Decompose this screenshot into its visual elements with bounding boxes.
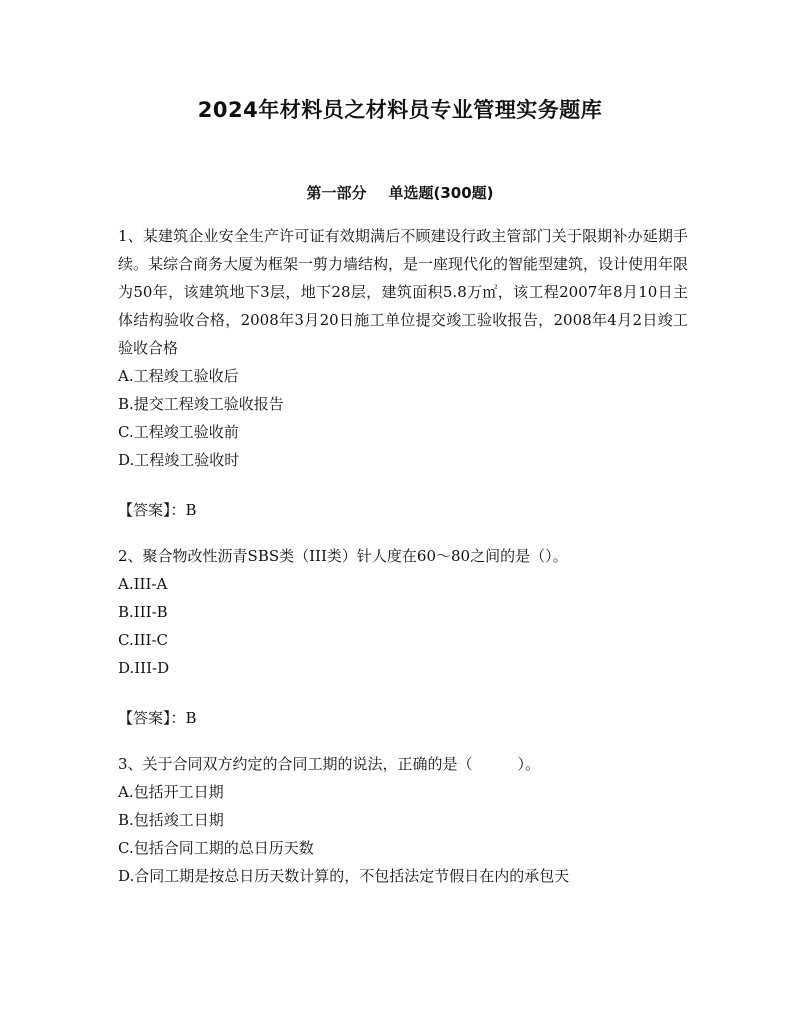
answer-value: B bbox=[185, 501, 197, 519]
option-c: C.包括合同工期的总日历天数 bbox=[118, 839, 314, 857]
question-2 bbox=[118, 542, 688, 732]
option-b: B.III-B bbox=[118, 603, 168, 621]
question-stem: 2、聚合物改性沥青SBS类（III类）针人度在60～80之间的是（）。 bbox=[118, 547, 568, 565]
answer-label: 【答案】： bbox=[118, 709, 186, 727]
option-d: D.合同工期是按总日历天数计算的，不包括法定节假日在内的承包天 bbox=[118, 867, 570, 885]
answer-line bbox=[118, 704, 688, 732]
question-list bbox=[118, 222, 688, 890]
document-title: 2024年材料员之材料员专业管理实务题库 bbox=[197, 98, 603, 122]
option-d: D.工程竣工验收时 bbox=[118, 451, 240, 469]
answer-label: 【答案】： bbox=[118, 501, 186, 519]
answer-value: B bbox=[185, 709, 197, 727]
option-a: A.III-A bbox=[118, 575, 168, 593]
section-name: 单选题(300题) bbox=[388, 184, 494, 202]
option-a: A.包括开工日期 bbox=[118, 783, 224, 801]
option-c: C.III-C bbox=[118, 631, 169, 649]
option-d: D.III-D bbox=[118, 659, 170, 677]
question-stem: 1、某建筑企业安全生产许可证有效期满后不顾建设行政主管部门关于限期补办延期手续。某综合商务大厦为框架一剪力墙结构，是一座现代化的智能型建筑，设计使用年限为50年，该建筑地下3层，地下28层，建筑面积5.8万㎡，该工程2007年8月10日主体结构验收合格，2008年3月20日施工单位提交竣工验收报告，2008年4月2日竣工验收合格 bbox=[118, 227, 689, 357]
question-1 bbox=[118, 222, 688, 524]
section-part: 第一部分 bbox=[306, 184, 367, 202]
option-c: C.工程竣工验收前 bbox=[118, 423, 239, 441]
option-a: A.工程竣工验收后 bbox=[118, 367, 239, 385]
question-3 bbox=[118, 750, 688, 890]
option-b: B.包括竣工日期 bbox=[118, 811, 224, 829]
question-stem: 3、关于合同双方约定的合同工期的说法，正确的是（ ）。 bbox=[118, 755, 541, 773]
option-b: B.提交工程竣工验收报告 bbox=[118, 395, 284, 413]
section-heading bbox=[0, 181, 800, 205]
answer-line bbox=[118, 496, 688, 524]
